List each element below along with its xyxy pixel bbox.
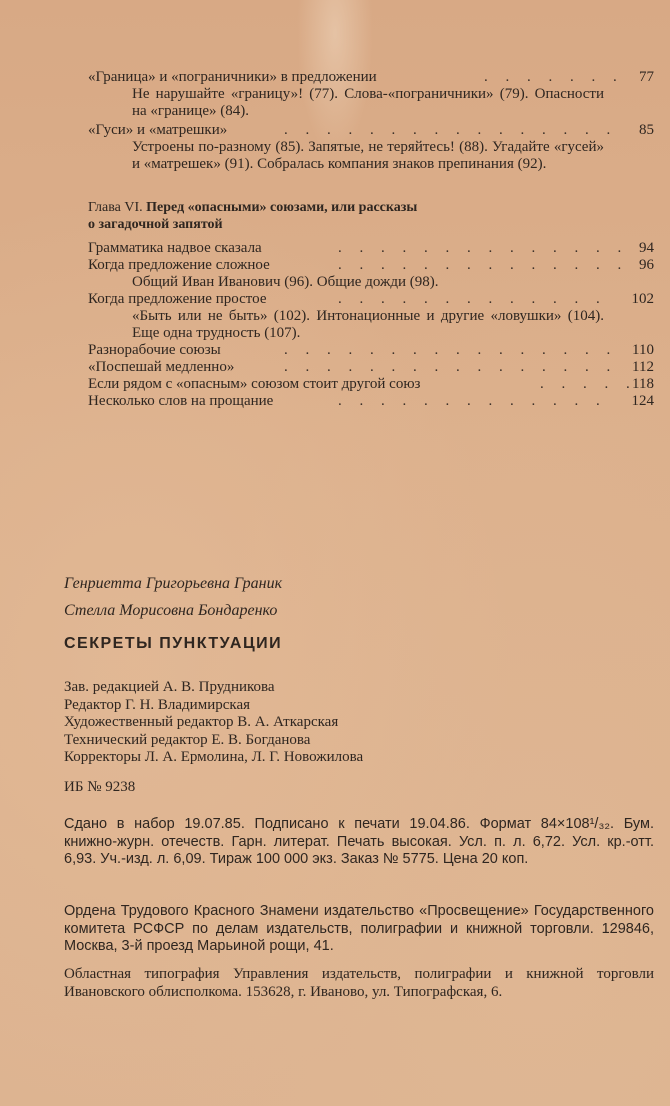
toc-entry-page: 77	[639, 69, 654, 85]
chapter-label: Глава VI.	[88, 200, 143, 215]
toc-subtopics: «Быть или не быть» (102). Интонационные и другие «ловушки» (104). Еще одна трудность (107).	[132, 308, 604, 341]
toc-entry-page: 112	[632, 359, 654, 375]
chapter-title-line1: Перед «опасными» союзами, или рассказы	[146, 200, 418, 215]
author-1: Генриетта Григорьевна Граник	[64, 575, 283, 592]
toc-entry	[88, 342, 654, 359]
toc-section-gusi	[88, 122, 654, 173]
toc-entry-title: Когда предложение простое	[88, 291, 267, 307]
toc-entry	[88, 393, 654, 410]
toc-leader-dots: . . . . . . . . . . . . . . . .	[284, 342, 618, 358]
staff-list	[64, 679, 654, 767]
toc-entry-page: 85	[639, 122, 654, 138]
chapter-title-line2: о загадочной запятой	[88, 217, 223, 232]
print-info: Сдано в набор 19.07.85. Подписано к печати 19.04.86. Формат 84×108¹/₃₂. Бум. книжно-журн. отечеств. Гарн. литерат. Печать высокая. Усл. п. л. 6,72. Усл. кр.-отт. 6,93. Уч.-изд. л. 6,09. Тираж 100 000 экз. Заказ № 5775. Цена 20 коп.	[64, 816, 654, 867]
toc-entry	[88, 257, 654, 274]
book-title: СЕКРЕТЫ ПУНКТУАЦИИ	[64, 635, 283, 652]
toc-entry-page: 118	[632, 376, 654, 392]
toc-entry-title: Разнорабочие союзы	[88, 342, 221, 358]
toc-entry-title: «Граница» и «пограничники» в предложении	[88, 69, 377, 85]
toc-entry	[88, 240, 654, 257]
toc-leader-dots: . . . . . . . . . . . . . .	[338, 257, 629, 273]
toc-entry-title: Когда предложение сложное	[88, 257, 270, 273]
toc-subtopics: Не нарушайте «границу»! (77). Слова-«пограничники» (79). Опасности на «границе» (84).	[132, 86, 604, 119]
toc-leader-dots: . . . . . . . . . . . . . . . .	[284, 122, 618, 138]
author-2: Стелла Морисовна Бондаренко	[64, 602, 278, 619]
toc-leader-dots: . . . . . . . . . . . . . .	[338, 240, 629, 256]
printer-info: Областная типография Управления издательств, полиграфии и книжной торговли Ивановского облисполкома. 153628, г. Иваново, ул. Типографская, 6.	[64, 966, 654, 1000]
toc-entry-page: 94	[639, 240, 654, 256]
chapter-heading	[88, 199, 558, 233]
toc-entry	[88, 359, 654, 376]
toc-entry-title: «Гуси» и «матрешки»	[88, 122, 228, 138]
toc-entry-title: Несколько слов на прощание	[88, 393, 274, 409]
toc-section-granitsa	[88, 69, 654, 120]
toc-entry-page: 110	[632, 342, 654, 358]
staff-line: Художественный редактор В. А. Аткарская	[64, 714, 339, 730]
toc-entry-title: «Поспешай медленно»	[88, 359, 235, 375]
toc-entry-page: 96	[639, 257, 654, 273]
toc-subtopics: Общий Иван Иванович (96). Общие дожди (98).	[132, 274, 439, 290]
toc-entry	[88, 69, 654, 86]
toc-entry-page: 102	[631, 291, 654, 307]
staff-line: Редактор Г. Н. Владимирская	[64, 696, 251, 713]
toc-entry	[88, 122, 654, 139]
toc-entry-title: Если рядом с «опасным» союзом стоит другой союз	[88, 376, 421, 392]
toc-leader-dots: . . . . . . .	[484, 69, 624, 85]
toc-entry-page: 124	[631, 393, 654, 409]
staff-line: Технический редактор Е. В. Богданова	[64, 731, 311, 748]
publisher-info: Ордена Трудового Красного Знамени издательство «Просвещение» Государственного комитета РСФСР по делам издательств, полиграфии и книжной торговли. 129846, Москва, 3-й проезд Марьиной рощи, 41.	[64, 903, 654, 954]
staff-line: Корректоры Л. А. Ермолина, Л. Г. Новожилова	[64, 749, 364, 765]
toc-leader-dots: . . . . . . . . . . . . .	[338, 291, 607, 307]
toc-leader-dots: . . . . . . . . . . . . . . . .	[284, 359, 618, 375]
staff-line: Зав. редакцией А. В. Прудникова	[64, 679, 275, 695]
toc-leader-dots: . . . . .	[540, 376, 637, 392]
ib-number: ИБ № 9238	[64, 779, 136, 795]
toc-leader-dots: . . . . . . . . . . . . .	[338, 393, 607, 409]
toc-entry	[88, 376, 654, 393]
toc-entry	[88, 291, 654, 308]
toc-subtopics: Устроены по-разному (85). Запятые, не теряйтесь! (88). Угадайте «гусей» и «матрешек» (91). Собралась компания знаков препинания (92).	[132, 139, 604, 172]
toc-entry-title: Грамматика надвое сказала	[88, 240, 262, 256]
toc-chapter6-entries	[88, 240, 654, 410]
